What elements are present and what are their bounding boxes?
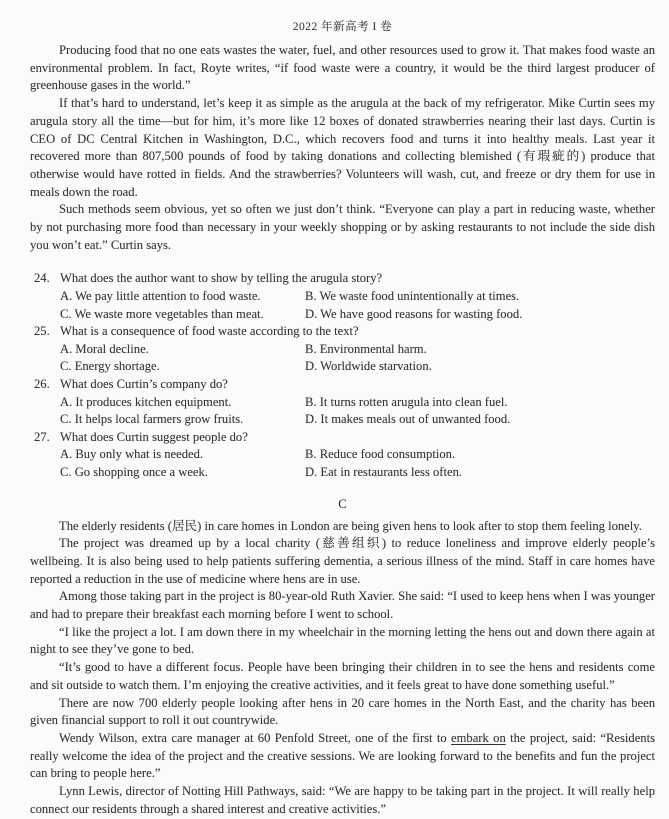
option-c: C. We waste more vegetables than meat. xyxy=(60,306,264,321)
option-grid xyxy=(60,341,655,376)
question-stem: What does the author want to show by telling the arugula story? xyxy=(60,271,383,286)
option-grid xyxy=(60,446,655,481)
option-d: D. Eat in restaurants less often. xyxy=(305,464,463,479)
passage-paragraph: Among those taking part in the project is 80-year-old Ruth Xavier. She said: “I used to keep hens when I was younger and had to prepare their breakfast each morning before I went to school. xyxy=(30,589,655,622)
question-25 xyxy=(30,323,655,376)
passage-paragraph: Producing food that no one eats wastes the water, fuel, and other resources used to grow it. That makes food waste an environmental problem. In fact, Royte writes, “if food waste were a country, it would be the third largest producer of greenhouse gases in the world.” xyxy=(30,43,655,93)
passage-paragraph: “I like the project a lot. I am down there in my wheelchair in the morning letting the hens out and down there again at night to see they’ve gone to bed. xyxy=(30,624,655,657)
passage-b xyxy=(30,42,655,254)
exam-title: 2022 年新高考 I 卷 xyxy=(292,21,393,33)
passage-c xyxy=(30,518,655,819)
option-b: B. Reduce food consumption. xyxy=(305,447,456,462)
question-stem: What does Curtin suggest people do? xyxy=(60,429,248,444)
passage-paragraph: If that’s hard to understand, let’s keep it as simple as the arugula at the back of my refrigerator. Mike Curtin sees my arugula story all the time—but for him, it’s more like 12 boxes of donated strawberries nearing their last days. Curtin is CEO of DC Central Kitchen in Washington, D.C., which recovers food and turns it into healthy meals. Last year it recovered more than 807,500 pounds of food by taking donations and collecting blemished (有瑕疵的) produce that otherwise would have rotted in fields. And the strawberries? Volunteers will wash, cut, and freeze or dry them for use in meals down the road. xyxy=(30,96,655,199)
passage-paragraph: Lynn Lewis, director of Notting Hill Pathways, said: “We are happy to be taking part in the project. It will really help connect our residents through a shared interest and creative activities.” xyxy=(30,784,655,816)
option-d: D. Worldwide starvation. xyxy=(305,359,432,374)
passage-paragraph-wendy xyxy=(30,730,655,783)
option-grid xyxy=(60,394,655,429)
option-b: B. It turns rotten arugula into clean fuel. xyxy=(305,394,508,409)
underlined-phrase: embark on xyxy=(451,731,506,745)
question-number: 25. xyxy=(34,324,50,339)
option-c: C. Energy shortage. xyxy=(60,359,160,374)
option-grid xyxy=(60,288,655,323)
option-d: D. We have good reasons for wasting food. xyxy=(305,306,523,321)
question-24 xyxy=(30,270,655,323)
passage-paragraph: There are now 700 elderly people looking after hens in 20 care homes in the North East, and the charity has been given financial support to roll it out countrywide. xyxy=(30,695,655,728)
question-26 xyxy=(30,376,655,429)
option-b: B. Environmental harm. xyxy=(305,341,427,356)
option-c: C. It helps local farmers grow fruits. xyxy=(60,412,244,427)
question-stem: What does Curtin’s company do? xyxy=(60,377,228,391)
question-stem: What is a consequence of food waste according to the text? xyxy=(60,324,359,339)
passage-paragraph: The elderly residents (居民) in care homes in London are being given hens to look after to stop them feeling lonely. xyxy=(59,518,642,533)
paragraph-text: Wendy Wilson, extra care manager at 60 Penfold Street, one of the first to xyxy=(59,731,452,745)
question-number: 27. xyxy=(34,429,50,444)
option-d: D. It makes meals out of unwanted food. xyxy=(305,412,511,427)
paragraph-text: the project, said: “Residents really welcome the idea of the project and the creative sessions. We are looking forward to the benefits and fun the project can bring to people here.” xyxy=(30,731,655,781)
passage-paragraph: “It’s good to have a different focus. People have been bringing their children in to see the hens and residents come and sit outside to watch them. I’m enjoying the creative activities, and it feels great to have done something useful.” xyxy=(30,660,655,692)
option-b: B. We waste food unintentionally at times. xyxy=(305,289,520,304)
option-c: C. Go shopping once a week. xyxy=(60,464,208,479)
question-list xyxy=(30,270,655,481)
option-a: A. Buy only what is needed. xyxy=(60,447,204,462)
option-a: A. We pay little attention to food waste. xyxy=(60,289,261,304)
question-number: 24. xyxy=(34,271,50,286)
passage-paragraph: Such methods seem obvious, yet so often we just don’t think. “Everyone can play a part in reducing waste, whether by not purchasing more food than necessary in your weekly shopping or by asking restaurants to not include the side dish you won’t eat.” Curtin says. xyxy=(30,202,655,252)
option-a: A. It produces kitchen equipment. xyxy=(60,394,232,409)
passage-paragraph: The project was dreamed up by a local charity (慈善组织) to reduce loneliness and improve elderly people’s wellbeing. It is also being used to help patients suffering dementia, a serious illness of the mind. Staff in care homes have reported a reduction in the use of medicine where hens are in use. xyxy=(30,536,655,586)
question-number: 26. xyxy=(34,377,50,391)
question-27 xyxy=(30,429,655,482)
section-c-header: C xyxy=(338,496,347,511)
option-a: A. Moral decline. xyxy=(60,341,149,356)
